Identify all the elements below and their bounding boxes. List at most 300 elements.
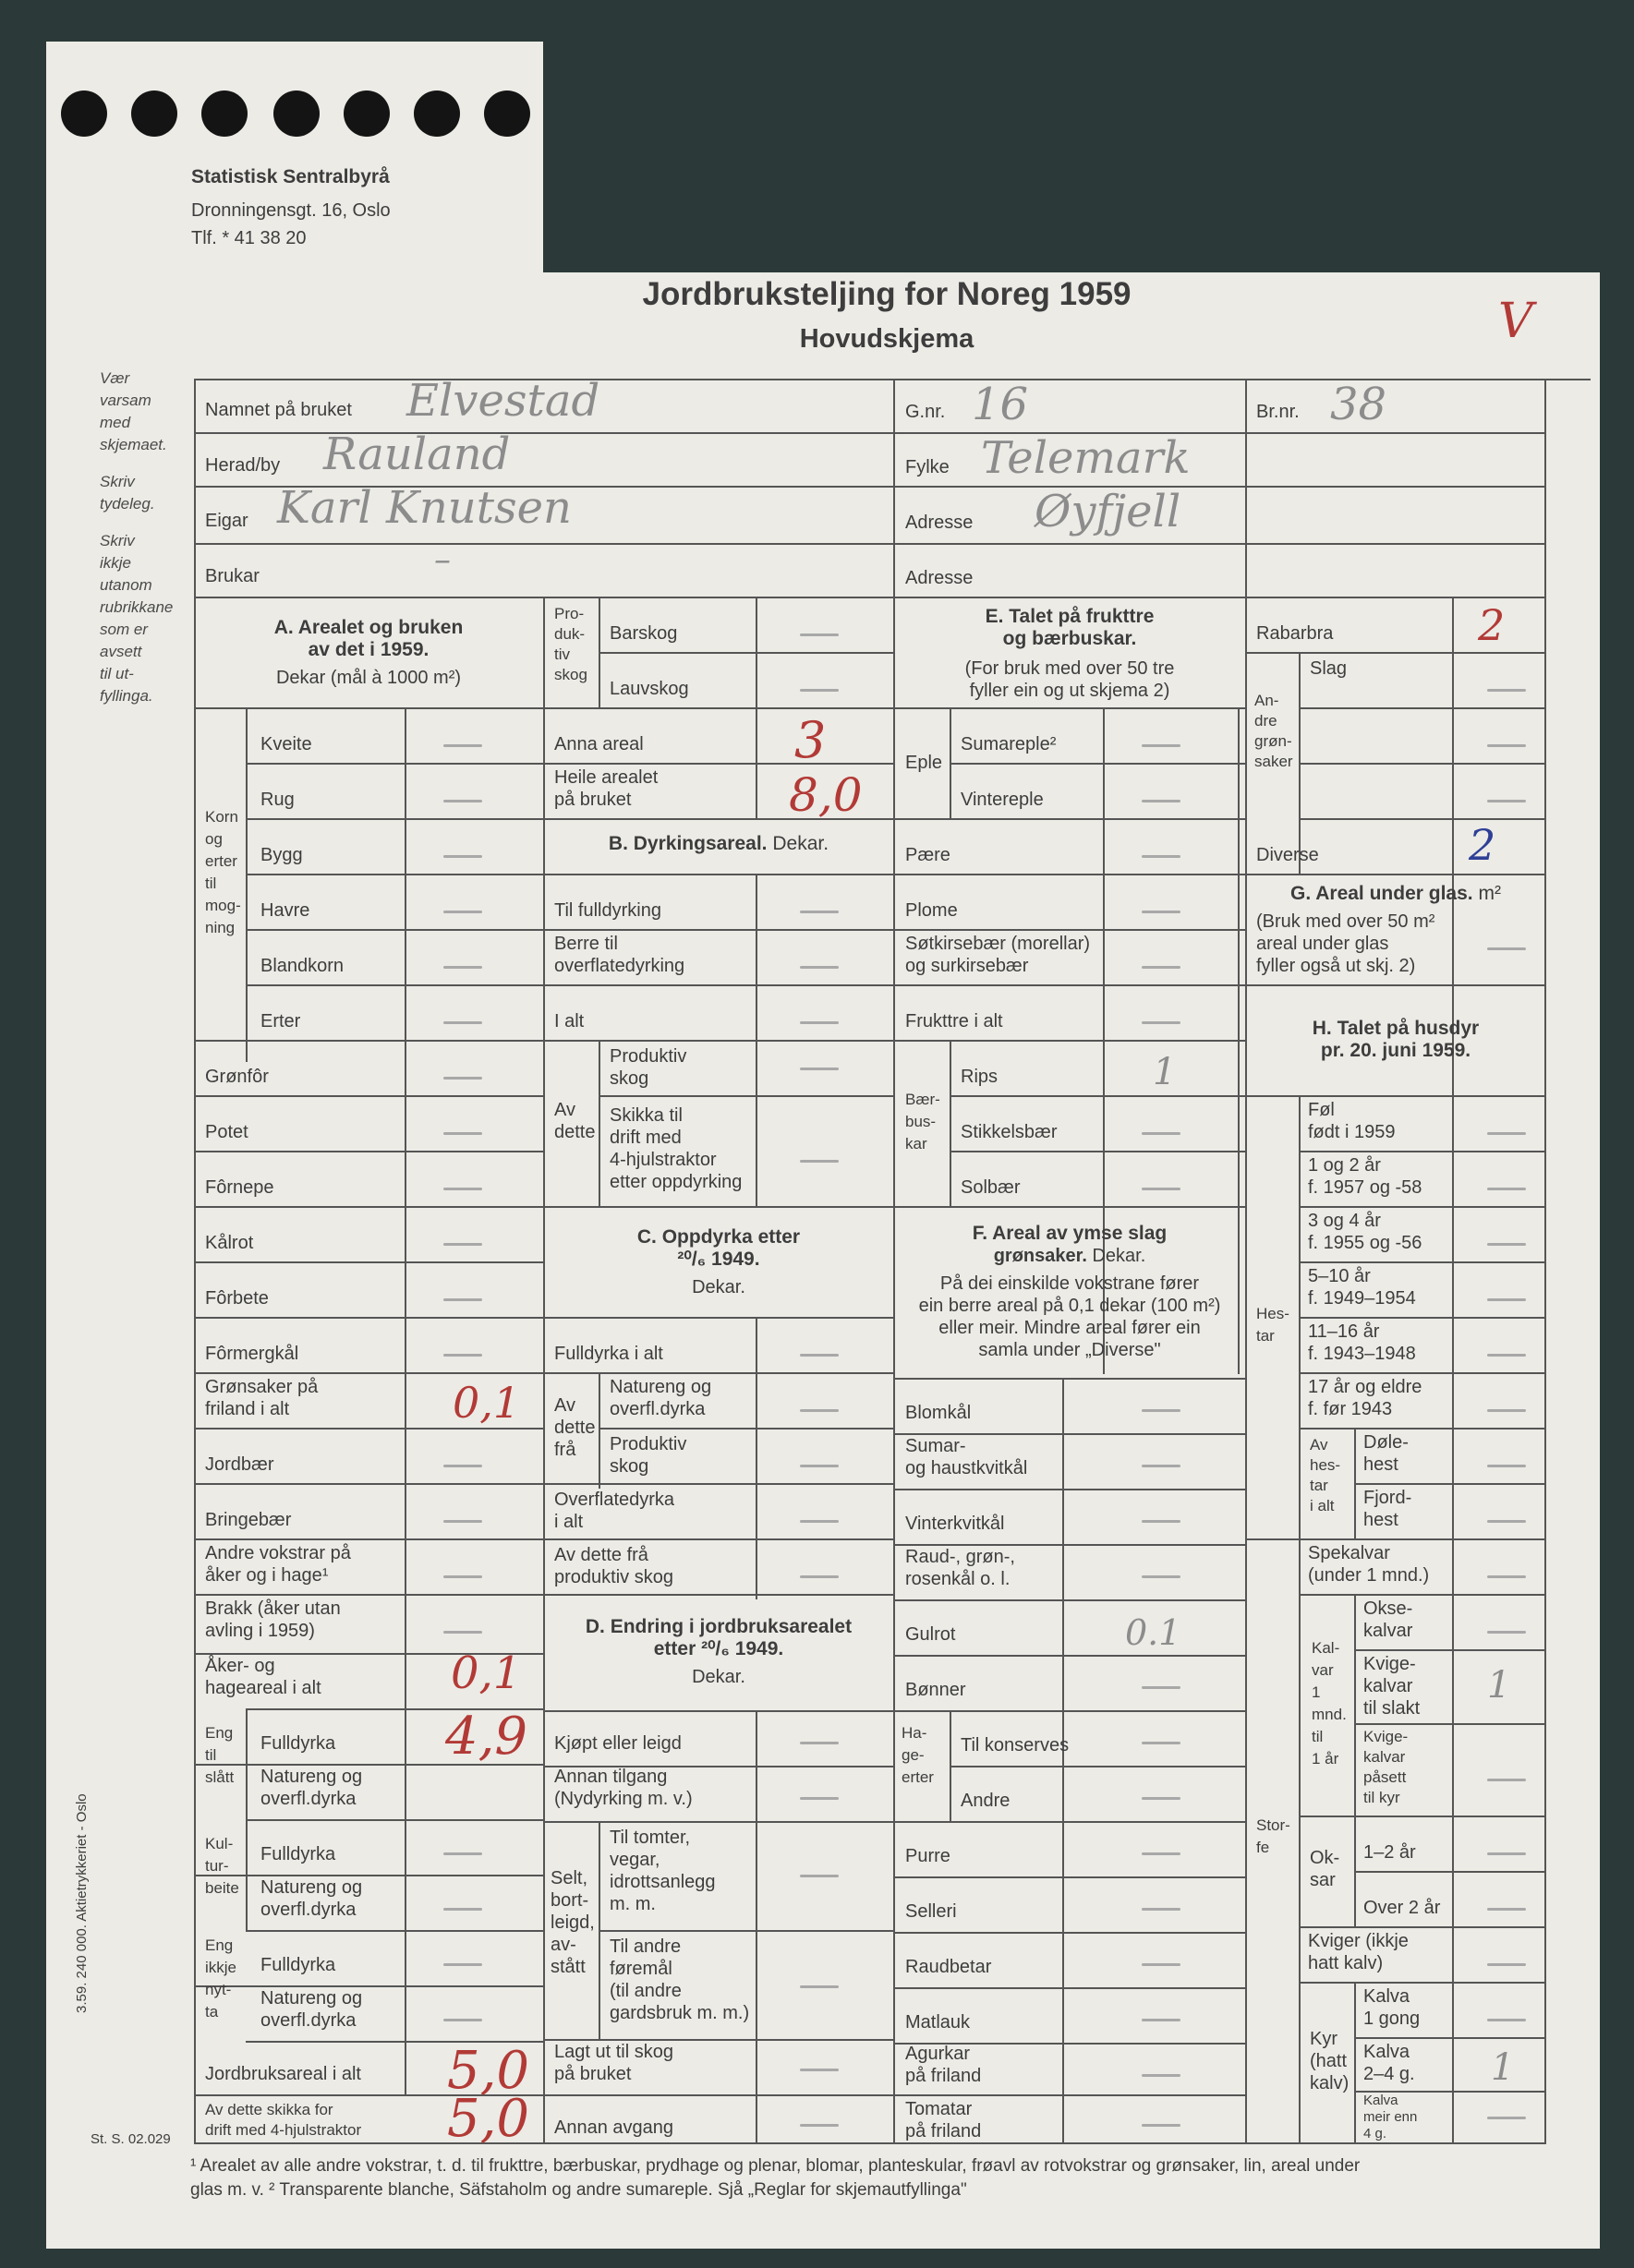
grid-line — [1299, 1428, 1546, 1430]
margin-note: Vær — [100, 369, 130, 387]
section-e-note: fyller ein og ut skjema 2) — [969, 681, 1170, 701]
brakk-label: avling i 1959) — [205, 1621, 315, 1641]
empty-dash — [1142, 1520, 1180, 1523]
grid-line — [246, 707, 248, 1062]
fjordhest-label: hest — [1363, 1510, 1398, 1530]
grid-line — [1354, 1594, 1356, 1816]
empty-dash — [800, 2124, 839, 2127]
gulrot-label: Gulrot — [905, 1624, 956, 1645]
grid-line — [1299, 1926, 1546, 1928]
traktor-label: Av dette skikka for — [205, 2101, 333, 2118]
crop-row-label: Bygg — [260, 845, 303, 865]
barskog-label: Barskog — [610, 623, 678, 644]
empty-dash — [1487, 1852, 1526, 1855]
kyr-label: Kyr — [1310, 2029, 1337, 2049]
empty-dash — [800, 911, 839, 913]
bringebaer-label: Bringebær — [205, 1510, 292, 1530]
kviger-label: Kviger (ikkje — [1308, 1931, 1409, 1951]
section-h-heading: pr. 20. juni 1959. — [1320, 1040, 1471, 1061]
grid-line — [756, 1710, 757, 2144]
empty-dash — [443, 1465, 482, 1467]
b-prod-skog-label: skog — [610, 1068, 649, 1089]
eng-value[interactable]: 4,9 — [445, 1707, 528, 1767]
fol-label: født i 1959 — [1308, 1122, 1396, 1142]
oksar-age-label: 1–2 år — [1363, 1842, 1416, 1863]
andre-gronsaker-label: dre — [1254, 712, 1277, 730]
av-hestar-label: hes- — [1310, 1456, 1341, 1474]
d-selt-label: leigd, — [551, 1912, 595, 1933]
agurkar-label: på friland — [905, 2066, 982, 2086]
grid-line — [543, 1594, 894, 1596]
section-f-note: samla under „Diverse" — [978, 1340, 1161, 1360]
d-tomter-label: idrottsanlegg — [610, 1872, 716, 1892]
grid-line — [950, 763, 1245, 765]
grid-line — [543, 984, 894, 986]
empty-dash — [443, 1575, 482, 1578]
section-g-note: areal under glas — [1256, 934, 1389, 954]
fulldyrka-label: Fulldyrka — [260, 1955, 336, 1975]
gnr-label: G.nr. — [905, 402, 946, 422]
jordbaer-label: Jordbær — [205, 1454, 274, 1475]
d-tilandre-label: føremål — [610, 1959, 672, 1979]
brnr-value[interactable]: 38 — [1330, 379, 1387, 430]
empty-dash — [800, 1021, 839, 1024]
empty-dash — [1142, 800, 1180, 802]
grid-line — [1245, 597, 1247, 2144]
eng-label: Eng — [205, 1724, 234, 1742]
grid-line — [194, 1151, 543, 1152]
grid-line — [1354, 1982, 1356, 2144]
grid-line — [756, 1317, 757, 1599]
d-kjopt-label: Kjøpt eller leigd — [554, 1733, 682, 1754]
c-natureng-label: Natureng og — [610, 1377, 712, 1397]
raudkal-label: rosenkål o. l. — [905, 1569, 1011, 1589]
kvigekalvar-kyr-label: kalvar — [1363, 1748, 1406, 1766]
grid-line — [543, 1040, 894, 1042]
hest-age-label: f. 1957 og -58 — [1308, 1177, 1422, 1198]
grid-line — [1299, 763, 1546, 765]
punch-hole — [484, 90, 530, 137]
storfe-label: Stor- — [1256, 1816, 1290, 1834]
kalva-3-label: meir enn — [1363, 2109, 1418, 2125]
d-tomter-label: m. m. — [610, 1894, 656, 1914]
crop-row-label: Fôrbete — [205, 1288, 269, 1309]
kultur-label: tur- — [205, 1857, 229, 1875]
farm-name-label: Namnet på bruket — [205, 400, 352, 420]
grid-line — [194, 1095, 543, 1097]
empty-dash — [443, 911, 482, 913]
kalva-1-label: 1 gong — [1363, 2009, 1421, 2029]
kyr-label: (hatt — [1310, 2051, 1348, 2071]
eigar-value[interactable]: Karl Knutsen — [277, 482, 572, 534]
c-av-fra-label: frå — [554, 1440, 576, 1460]
punch-hole — [344, 90, 390, 137]
section-e-heading: E. Talet på frukttre — [985, 606, 1155, 627]
korn-label: erter — [205, 852, 237, 870]
diverse-value[interactable]: 2 — [1469, 820, 1496, 870]
b-skikka-label: etter oppdyrking — [610, 1172, 743, 1192]
adresse-value[interactable]: Øyfjell — [1035, 486, 1181, 537]
grid-line — [893, 1599, 1245, 1601]
grid-line — [543, 929, 894, 931]
empty-dash — [1487, 689, 1526, 692]
empty-dash — [1142, 2074, 1180, 2077]
grid-line — [543, 1317, 894, 1319]
oksekalvar-label: Okse- — [1363, 1598, 1413, 1619]
aker-value[interactable]: 0,1 — [451, 1647, 522, 1699]
grid-line — [599, 1040, 600, 1206]
crop-row-label: Fôrnepe — [205, 1177, 274, 1198]
section-f-note: På dei einskilde vokstrane fører — [939, 1273, 1200, 1294]
section-f-title: grønsaker. — [993, 1246, 1087, 1266]
empty-dash — [1487, 947, 1526, 950]
grid-line — [1299, 1982, 1546, 1984]
grid-line — [1299, 1261, 1546, 1263]
solbaer-label: Solbær — [961, 1177, 1021, 1198]
crop-row-label: Fôrmergkål — [205, 1344, 299, 1364]
grid-line — [1299, 1206, 1546, 1208]
hageerter-label: Ha- — [902, 1724, 927, 1742]
hest-age-label: 17 år og eldre — [1308, 1377, 1422, 1397]
grid-line — [893, 1821, 1245, 1823]
kvigekalvar-kyr-label: påsett — [1363, 1768, 1407, 1786]
grid-line — [194, 1317, 543, 1319]
adresse-label: Adresse — [905, 513, 974, 533]
hestar-label: Hes- — [1256, 1305, 1289, 1322]
section-d-unit: Dekar. — [692, 1667, 745, 1687]
grid-line — [543, 874, 894, 875]
baerbuskar-label: bus- — [905, 1113, 937, 1130]
traktor-value[interactable]: 5,0 — [447, 2089, 530, 2149]
empty-dash — [443, 2019, 482, 2021]
prod-skog-label: tiv — [554, 645, 570, 663]
korn-label: og — [205, 830, 223, 848]
sumarkvitkal-label: og haustkvitkål — [905, 1458, 1028, 1478]
grid-line — [1245, 984, 1546, 986]
grid-line — [246, 874, 543, 875]
agurkar-label: Agurkar — [905, 2044, 971, 2064]
grid-line — [1245, 1538, 1546, 1540]
grid-line — [1354, 1649, 1546, 1651]
hestar-label: tar — [1256, 1327, 1275, 1345]
crop-row-label: Rug — [260, 790, 295, 810]
oksar-label: Ok- — [1310, 1848, 1340, 1868]
total-value[interactable]: 5,0 — [447, 2041, 530, 2101]
empty-dash — [1142, 1465, 1180, 1467]
raudkal-label: Raud-, grøn-, — [905, 1547, 1015, 1567]
section-a-unit: Dekar (mål à 1000 m²) — [275, 668, 462, 688]
section-d-heading: etter ²⁰/₆ 1949. — [653, 1638, 784, 1659]
margin-note: til ut- — [100, 665, 134, 682]
c-natureng-label: overfl.dyrka — [610, 1399, 706, 1419]
punch-hole — [201, 90, 248, 137]
baerbuskar-label: Bær- — [905, 1091, 940, 1108]
oksar-age-label: Over 2 år — [1363, 1898, 1441, 1918]
section-f-note: ein berre areal på 0,1 dekar (100 m²) — [918, 1296, 1221, 1316]
hageerter-label: erter — [902, 1768, 934, 1786]
empty-dash — [443, 1631, 482, 1634]
d-tomter-label: Til tomter, — [610, 1828, 691, 1848]
section-c-heading: ²⁰/₆ 1949. — [677, 1249, 760, 1270]
id-line — [194, 543, 1546, 545]
kalvar-label: til — [1312, 1728, 1324, 1745]
b-skikka-label: 4-hjulstraktor — [610, 1150, 717, 1170]
empty-dash — [1487, 1409, 1526, 1412]
grid-line — [599, 1930, 894, 1932]
b-prod-skog-label: Produktiv — [610, 1046, 687, 1067]
crop-row-label: Potet — [205, 1122, 248, 1142]
org-name: Statistisk Sentralbyrå — [191, 166, 390, 187]
selleri-label: Selleri — [905, 1901, 957, 1922]
grid-line — [543, 1372, 894, 1374]
section-f-unit: Dekar. — [1092, 1246, 1146, 1266]
matlauk-label: Matlauk — [905, 2012, 971, 2033]
rabarbra-label: Rabarbra — [1256, 623, 1334, 644]
margin-note: ikkje — [100, 554, 132, 572]
d-annan-label: (Nydyrking m. v.) — [554, 1789, 693, 1809]
crop-row-label: Kålrot — [205, 1233, 254, 1253]
empty-dash — [1487, 2019, 1526, 2021]
empty-dash — [1487, 1575, 1526, 1578]
empty-dash — [443, 1298, 482, 1301]
kvigekalvar-slakt-label: kalvar — [1363, 1676, 1413, 1696]
punch-hole — [131, 90, 177, 137]
tomatar-label: på friland — [905, 2121, 982, 2141]
grid-line — [893, 1655, 1245, 1657]
hageerter-label: ge- — [902, 1746, 925, 1764]
baerbuskar-label: kar — [905, 1135, 927, 1152]
crop-row-label: Kveite — [260, 734, 312, 754]
empty-dash — [1487, 800, 1526, 802]
ikkje-label: ta — [205, 2003, 219, 2021]
herad-value[interactable]: Rauland — [323, 428, 511, 480]
grid-line — [1452, 597, 1454, 2144]
sumareple-label: Sumareple² — [961, 734, 1057, 754]
c-prod-skog-label: Produktiv — [610, 1434, 687, 1454]
grid-line — [950, 1095, 1245, 1097]
eng-label: slått — [205, 1768, 235, 1786]
kyr-label: kalv) — [1310, 2073, 1350, 2093]
empty-dash — [800, 1354, 839, 1357]
brakk-label: Brakk (åker utan — [205, 1598, 341, 1619]
kalvar-label: var — [1312, 1661, 1334, 1679]
section-b-title: B. Dyrkingsareal. — [608, 833, 768, 854]
kalva-2-value[interactable]: 1 — [1491, 2046, 1515, 2089]
natureng-label: overfl.dyrka — [260, 1900, 357, 1920]
kalva-2-label: Kalva — [1363, 2042, 1410, 2062]
adresse2-label: Adresse — [905, 568, 974, 588]
rabarbra-value[interactable]: 2 — [1478, 600, 1506, 650]
id-line — [194, 597, 1546, 598]
footnote: ¹ Arealet av alle andre vokstrar, t. d. til frukttre, bærbuskar, prydhage og plenar, blomar, planteskular, frøavl av rotvokstrar og grønsaker, lin, areal under — [190, 2156, 1361, 2176]
empty-dash — [800, 689, 839, 692]
korn-label: mog- — [205, 897, 241, 914]
empty-dash — [800, 1575, 839, 1578]
d-selt-label: bort- — [551, 1890, 589, 1911]
margin-note: skjemaet. — [100, 436, 167, 453]
grid-line — [1354, 2037, 1546, 2039]
empty-dash — [443, 1963, 482, 1966]
av-hestar-label: i alt — [1310, 1497, 1335, 1514]
av-dette-label: dette — [554, 1122, 596, 1142]
lauvskog-label: Lauvskog — [610, 679, 689, 699]
grid-line — [893, 1378, 1245, 1380]
margin-note: Skriv — [100, 473, 135, 490]
fylke-value[interactable]: Telemark — [981, 432, 1191, 484]
grid-line — [1299, 1151, 1546, 1152]
aker-label: hageareal i alt — [205, 1678, 321, 1698]
grid-line — [950, 1766, 1245, 1767]
hest-age-label: f. 1949–1954 — [1308, 1288, 1416, 1309]
empty-dash — [443, 800, 482, 802]
vinterkvitkal-label: Vinterkvitkål — [905, 1514, 1005, 1534]
empty-dash — [800, 1160, 839, 1163]
spekalvar-label: Spekalvar — [1308, 1543, 1390, 1563]
natureng-label: overfl.dyrka — [260, 2010, 357, 2031]
margin-note: varsam — [100, 392, 151, 409]
anna-areal-value[interactable]: 3 — [794, 711, 827, 769]
grid-line — [1299, 1317, 1546, 1319]
empty-dash — [1142, 1575, 1180, 1578]
section-g-title: G. Areal under glas. — [1290, 883, 1473, 904]
empty-dash — [443, 1188, 482, 1190]
form-code: St. S. 02.029 — [91, 2131, 171, 2147]
grid-line — [246, 763, 543, 765]
vintereple-label: Vintereple — [961, 790, 1044, 810]
grid-line — [599, 1428, 894, 1430]
farm-name-value[interactable]: Elvestad — [406, 375, 600, 427]
empty-dash — [800, 1742, 839, 1744]
section-g-note: (Bruk med over 50 m² — [1256, 911, 1435, 932]
c-prod-skog-label: skog — [610, 1456, 649, 1477]
grid-line — [893, 818, 1245, 820]
punch-hole — [273, 90, 320, 137]
c-av-dette-label: produktiv skog — [554, 1567, 673, 1587]
natureng-label: Natureng og — [260, 1988, 363, 2009]
gulrot-value[interactable]: 0.1 — [1125, 1612, 1181, 1653]
kviger-label: hatt kalv) — [1308, 1953, 1384, 1973]
empty-dash — [1487, 1188, 1526, 1190]
dolehest-label: Døle- — [1363, 1432, 1409, 1453]
grid-line — [543, 1821, 894, 1823]
slag-label: Slag — [1310, 658, 1348, 679]
empty-dash — [1142, 1908, 1180, 1911]
section-g-note: fyller også ut skj. 2) — [1256, 956, 1416, 976]
andre-vokstrar-label: åker og i hage¹ — [205, 1565, 329, 1586]
kalvar-label: mnd. — [1312, 1706, 1347, 1723]
kvigekalvar-slakt-value[interactable]: 1 — [1487, 1664, 1511, 1707]
grid-line — [246, 1819, 543, 1821]
empty-dash — [800, 1985, 839, 1988]
korn-label: Korn — [205, 808, 238, 826]
footnote: glas m. v. ² Transparente blanche, Säfstaholm og andre sumareple. Sjå „Reglar for skjemautfyllinga" — [190, 2180, 967, 2200]
raudbetar-label: Raudbetar — [905, 1957, 992, 1977]
kvigekalvar-slakt-label: Kvige- — [1363, 1654, 1416, 1674]
grid-line — [1299, 818, 1546, 820]
brukar-value[interactable]: – — [434, 541, 451, 579]
empty-dash — [800, 1068, 839, 1070]
section-a-heading: A. Arealet og bruken — [273, 617, 464, 638]
grid-line — [543, 1538, 894, 1540]
empty-dash — [800, 1797, 839, 1800]
av-dette-label: Av — [554, 1100, 575, 1120]
empty-dash — [800, 1520, 839, 1523]
kultur-label: Kul- — [205, 1835, 234, 1852]
herad-label: Herad/by — [205, 455, 281, 476]
kalva-3-label: 4 g. — [1363, 2126, 1387, 2141]
d-selt-label: Selt, — [551, 1868, 588, 1888]
total-label: Jordbruksareal i alt — [205, 2064, 361, 2084]
d-tomter-label: vegar, — [610, 1850, 660, 1870]
av-hestar-label: Av — [1310, 1436, 1328, 1454]
gron-value[interactable]: 0,1 — [453, 1378, 521, 1428]
empty-dash — [443, 1354, 482, 1357]
grid-line — [893, 1040, 1245, 1042]
empty-dash — [1487, 1908, 1526, 1911]
empty-dash — [800, 633, 839, 636]
grid-line — [599, 1372, 600, 1489]
section-d-heading: D. Endring i jordbruksarealet — [585, 1616, 853, 1637]
frame-line — [194, 2142, 1546, 2144]
fulldyrka-label: Fulldyrka — [260, 1844, 336, 1864]
c-av-fra-label: Av — [554, 1395, 575, 1416]
grid-line — [893, 1710, 1245, 1712]
grid-line — [194, 1040, 543, 1042]
hest-age-label: f. 1943–1948 — [1308, 1344, 1416, 1364]
b-i-alt-label: I alt — [554, 1011, 585, 1031]
hest-age-label: 3 og 4 år — [1308, 1211, 1381, 1231]
crop-row-label: Erter — [260, 1011, 301, 1031]
empty-dash — [800, 1875, 839, 1877]
brnr-label: Br.nr. — [1256, 402, 1300, 422]
ikkje-label: ikkje — [205, 1959, 237, 1976]
grid-line — [246, 984, 543, 986]
grid-line — [950, 1151, 1245, 1152]
margin-note: rubrikkane — [100, 598, 174, 616]
margin-note: tydeleg. — [100, 495, 155, 513]
oksekalvar-label: kalvar — [1363, 1621, 1413, 1641]
blomkal-label: Blomkål — [905, 1403, 972, 1423]
section-b-heading — [545, 833, 892, 855]
margin-note: Skriv — [100, 532, 135, 549]
korn-label: til — [205, 875, 217, 892]
storfe-label: fe — [1256, 1839, 1270, 1856]
korn-label: ning — [205, 919, 236, 936]
rips-value[interactable]: 1 — [1153, 1051, 1177, 1093]
d-avgang-label: Annan avgang — [554, 2117, 674, 2138]
check-mark: V — [1498, 294, 1533, 349]
c-overflate-label: i alt — [554, 1512, 584, 1532]
b-skikka-label: drift med — [610, 1128, 682, 1148]
grid-line — [194, 1206, 543, 1208]
section-f-note: eller meir. Mindre areal fører ein — [938, 1318, 1201, 1338]
gnr-value[interactable]: 16 — [972, 379, 1029, 430]
section-b-unit: Dekar. — [772, 833, 829, 854]
grid-line — [246, 929, 543, 931]
empty-dash — [1142, 1686, 1180, 1689]
grid-line — [1299, 1816, 1546, 1817]
grid-line — [543, 1483, 894, 1485]
grid-line — [893, 1206, 1245, 1208]
form-subtitle: Hovudskjema — [799, 324, 974, 354]
grid-line — [194, 1428, 543, 1430]
kvigekalvar-slakt-label: til slakt — [1363, 1698, 1421, 1719]
punch-hole — [414, 90, 460, 137]
kalvar-label: 1 år — [1312, 1750, 1339, 1767]
paere-label: Pære — [905, 845, 950, 865]
heile-arealet-value[interactable]: 8,0 — [789, 768, 863, 822]
natureng-label: overfl.dyrka — [260, 1789, 357, 1809]
